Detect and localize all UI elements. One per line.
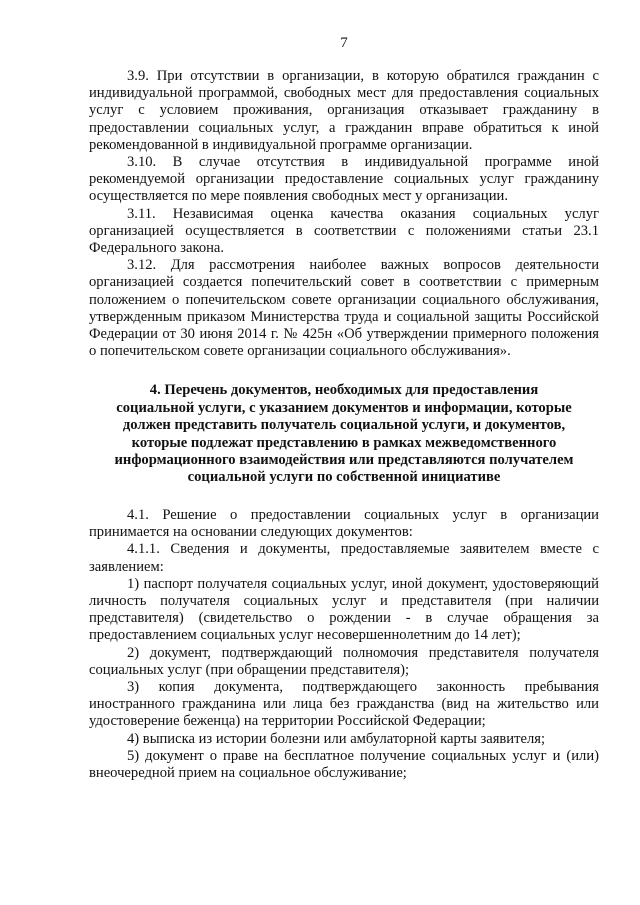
paragraph-3-11: 3.11. Независимая оценка качества оказания социальных услуг организацией осуществляется в соответствии с положениями статьи 23.1 Федерального закона.	[89, 205, 599, 257]
paragraph-4-1: 4.1. Решение о предоставлении социальных услуг в организации принимается на основании следующих документов:	[89, 506, 599, 541]
list-item-1: 1) паспорт получателя социальных услуг, иной документ, удостоверяющий личность получателя социальных услуг и представителя (при наличии представителя) (свидетельство о рождении - в случае обращения за предоставлением социальных услуг несовершеннолетним до 14 лет);	[89, 575, 599, 644]
paragraph-4-1-1: 4.1.1. Сведения и документы, предоставляемые заявителем вместе с заявлением:	[89, 541, 599, 575]
section-4-heading	[89, 382, 599, 486]
page-number: 7	[340, 35, 348, 51]
list-item-3: 3) копия документа, подтверждающего законность пребывания иностранного гражданина или лица без гражданства (вид на жительство или удостоверение беженца) на территории Российской Федерации;	[89, 678, 599, 730]
paragraph-3-9: 3.9. При отсутствии в организации, в которую обратился гражданин с индивидуальной программой, свободных мест для предоставления социальных услуг с условием проживания, организация отказывает гражданину в предоставлении социальных услуг, а гражданин вправе обратиться к иной рекомендованной в индивидуальной программе организации.	[89, 68, 599, 153]
document-page	[89, 34, 599, 782]
heading-line: социальной услуги по собственной инициативе	[187, 469, 501, 486]
heading-line: социальной услуги, с указанием документов и информации, которые	[116, 399, 572, 416]
heading-line: информационного взаимодействия или представляются получателем	[114, 452, 574, 469]
paragraph-3-10: 3.10. В случае отсутствия в индивидуальной программе иной рекомендуемой организации предоставление социальных услуг гражданину осуществляется по мере появления свободных мест у организации.	[89, 154, 599, 205]
list-item-4: 4) выписка из истории болезни или амбулаторной карты заявителя;	[127, 730, 546, 747]
list-item-2: 2) документ, подтверждающий полномочия представителя получателя социальных услуг (при обращении представителя);	[89, 644, 599, 678]
list-item-5: 5) документ о праве на бесплатное получение социальных услуг и (или) внеочередной прием на социальное обслуживание;	[89, 747, 599, 781]
paragraph-3-12: 3.12. Для рассмотрения наиболее важных вопросов деятельности организацией создается попечительский совет в соответствии с примерным положением о попечительском совете организации социального обслуживания, утвержденным приказом Министерства труда и социальной защиты Российской Федерации от 30 июня 2014 г. № 425н «Об утверждении примерного положения о попечительском совете организации социального обслуживания».	[89, 257, 599, 360]
heading-line: которые подлежат представлению в рамках межведомственного	[131, 434, 557, 451]
heading-line: должен представить получатель социальной услуги, и документов,	[122, 417, 566, 434]
heading-line: 4. Перечень документов, необходимых для предоставления	[149, 382, 539, 399]
